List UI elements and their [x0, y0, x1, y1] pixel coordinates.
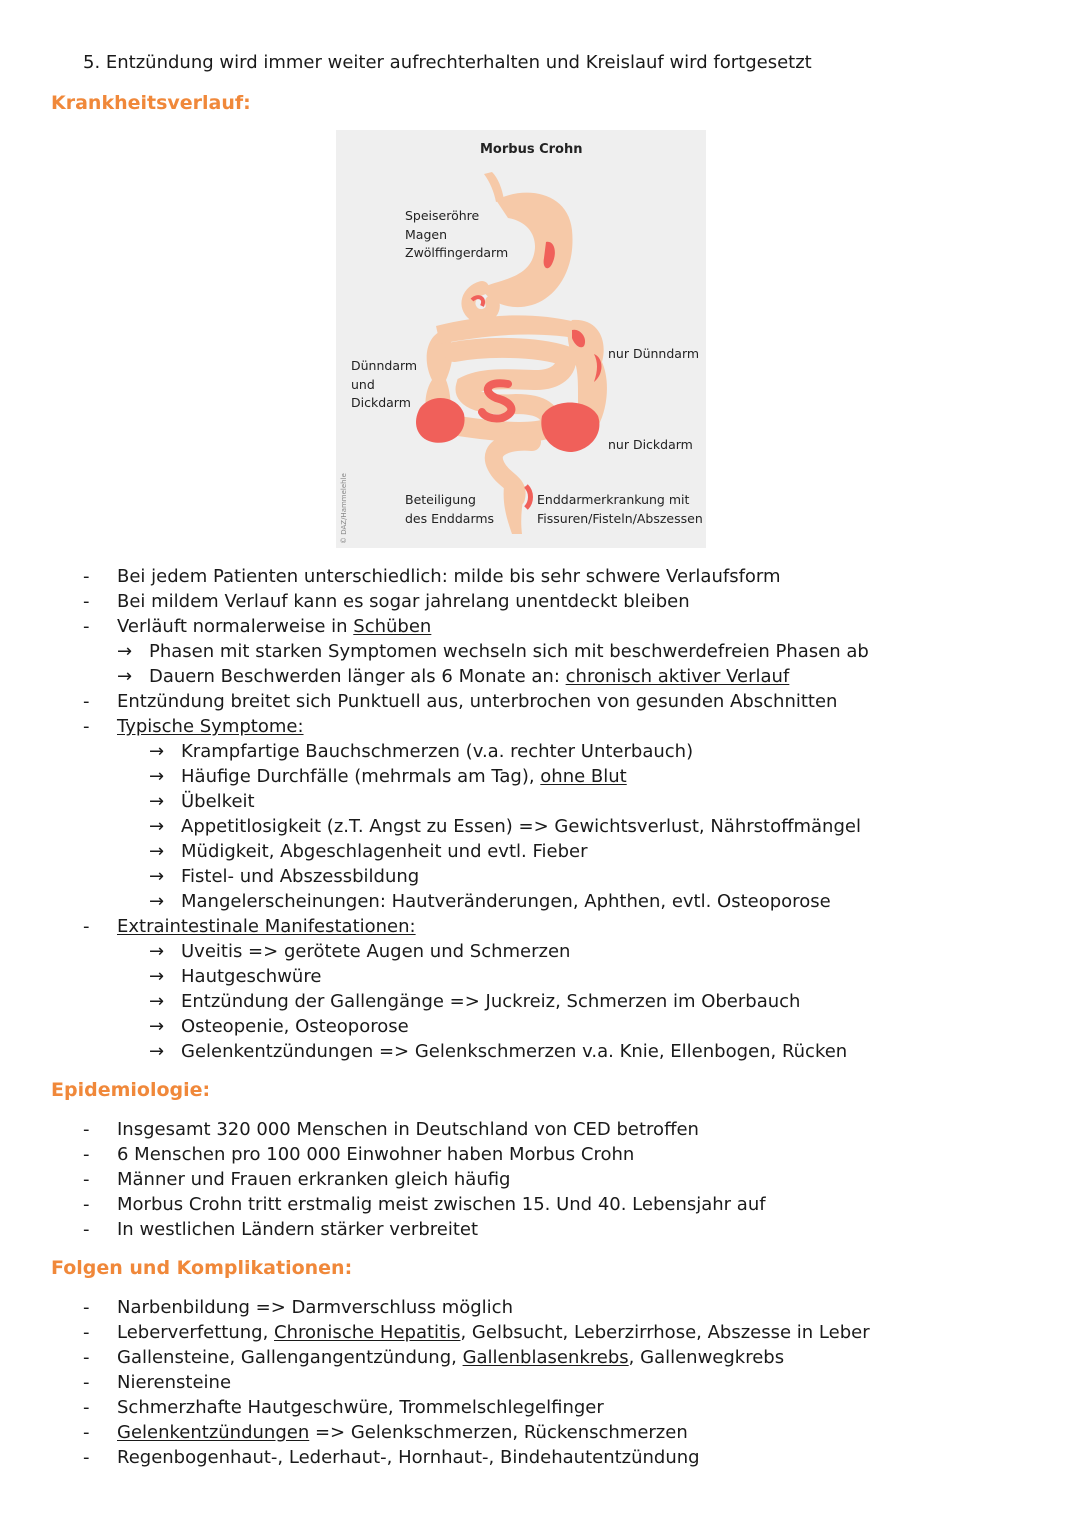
symptom-text: Müdigkeit, Abgeschlagenheit und evtl. Fieber	[181, 841, 588, 862]
list-item-text: Gallensteine, Gallengangentzündung,	[117, 1347, 463, 1368]
symptom-text: Mangelerscheinungen: Hautveränderungen, Aphthen, evtl. Osteoporose	[181, 891, 831, 912]
list-item-text: Verläuft normalerweise in	[117, 616, 354, 637]
list-item-text: , Gallenwegkrebs	[628, 1347, 785, 1368]
list-item	[117, 1346, 784, 1370]
list-item: Morbus Crohn tritt erstmalig meist zwischen 15. Und 40. Lebensjahr auf	[117, 1194, 766, 1215]
list-item: Nierensteine	[117, 1372, 232, 1393]
bullet-dash: -	[83, 1219, 90, 1240]
bullet-dash: -	[83, 1194, 90, 1215]
list-item	[117, 915, 416, 939]
list-item-text: Leberverfettung,	[117, 1322, 275, 1343]
symptom-text: Appetitlosigkeit (z.T. Angst zu Essen) => Gewichtsverlust, Nährstoffmängel	[181, 816, 861, 837]
manifestation-item	[149, 990, 800, 1014]
sub-item	[117, 640, 869, 664]
label-und: und	[351, 377, 375, 392]
label-nur-duenndarm: nur Dünndarm	[608, 346, 700, 361]
bullet-dash: -	[83, 1372, 90, 1393]
label-fissuren: Fissuren/Fisteln/Abszessen	[537, 511, 703, 526]
list-item	[117, 615, 431, 639]
subheading-extraintestinale: Extraintestinale Manifestationen:	[117, 916, 416, 937]
arrow-icon: →	[149, 766, 165, 787]
bullet-dash: -	[83, 691, 90, 712]
manifestation-item	[149, 1015, 409, 1039]
label-magen: Magen	[405, 227, 447, 242]
list-item	[117, 1421, 688, 1445]
manifestation-text: Entzündung der Gallengänge => Juckreiz, Schmerzen im Oberbauch	[181, 991, 801, 1012]
label-beteiligung: Beteiligung	[405, 492, 476, 507]
arrow-icon: →	[117, 641, 133, 662]
bullet-dash: -	[83, 1397, 90, 1418]
label-speiseroehre: Speiseröhre	[405, 208, 480, 223]
label-des-enddarms: des Enddarms	[405, 511, 495, 526]
figure-credit: © DAZ/Hammelehle	[340, 473, 348, 544]
bullet-dash: -	[83, 616, 90, 637]
bullet-dash: -	[83, 1447, 90, 1468]
bullet-dash: -	[83, 1322, 90, 1343]
arrow-icon: →	[149, 1041, 165, 1062]
link-gelenkentzuendungen[interactable]: Gelenkentzündungen	[117, 1422, 310, 1443]
list-item: Schmerzhafte Hautgeschwüre, Trommelschlegelfinger	[117, 1397, 604, 1418]
symptom-item	[149, 740, 693, 764]
bullet-dash: -	[83, 591, 90, 612]
bullet-dash: -	[83, 566, 90, 587]
bullet-dash: -	[83, 1297, 90, 1318]
list-item: In westlichen Ländern stärker verbreitet	[117, 1219, 479, 1240]
list-item: Entzündung breitet sich Punktuell aus, unterbrochen von gesunden Abschnitten	[117, 691, 838, 712]
list-item: 6 Menschen pro 100 000 Einwohner haben Morbus Crohn	[117, 1144, 635, 1165]
label-zwoelffingerdarm: Zwölffingerdarm	[405, 245, 509, 260]
symptom-item	[149, 890, 831, 914]
label-duenndarm: Dünndarm	[351, 358, 418, 373]
bullet-dash: -	[83, 1347, 90, 1368]
arrow-icon: →	[149, 791, 165, 812]
list-item: Bei mildem Verlauf kann es sogar jahrelang unentdeckt bleiben	[117, 591, 690, 612]
link-chronische-hepatitis[interactable]: Chronische Hepatitis	[274, 1322, 461, 1343]
sub-item-text: Phasen mit starken Symptomen wechseln sich mit beschwerdefreien Phasen ab	[149, 641, 869, 662]
heading-krankheitsverlauf: Krankheitsverlauf:	[51, 92, 251, 114]
arrow-icon: →	[149, 1016, 165, 1037]
bullet-dash: -	[83, 1144, 90, 1165]
label-nur-dickdarm: nur Dickdarm	[608, 437, 693, 452]
bullet-dash: -	[83, 916, 90, 937]
bullet-dash: -	[83, 1119, 90, 1140]
subheading-typische-symptome: Typische Symptome:	[117, 716, 304, 737]
symptom-text: Übelkeit	[181, 791, 255, 812]
manifestation-text: Osteopenie, Osteoporose	[181, 1016, 409, 1037]
arrow-icon: →	[149, 966, 165, 987]
arrow-icon: →	[149, 741, 165, 762]
bullet-dash: -	[83, 1169, 90, 1190]
symptom-item	[149, 790, 255, 814]
intro-step-5: 5. Entzündung wird immer weiter aufrechterhalten und Kreislauf wird fortgesetzt	[83, 52, 812, 73]
label-enddarmerkrankung: Enddarmerkrankung mit	[537, 492, 690, 507]
arrow-icon: →	[149, 866, 165, 887]
symptom-text: Fistel- und Abszessbildung	[181, 866, 420, 887]
label-dickdarm: Dickdarm	[351, 395, 411, 410]
arrow-icon: →	[149, 891, 165, 912]
link-gallenblasenkrebs[interactable]: Gallenblasenkrebs	[462, 1347, 629, 1368]
list-item: Männer und Frauen erkranken gleich häufig	[117, 1169, 511, 1190]
link-ohne-blut[interactable]: ohne Blut	[540, 766, 627, 787]
list-item: Narbenbildung => Darmverschluss möglich	[117, 1297, 513, 1318]
link-chronisch-aktiver-verlauf[interactable]: chronisch aktiver Verlauf	[565, 666, 790, 687]
list-item	[117, 715, 304, 739]
symptom-text: Häufige Durchfälle (mehrmals am Tag),	[181, 766, 541, 787]
manifestation-text: Gelenkentzündungen => Gelenkschmerzen v.a. Knie, Ellenbogen, Rücken	[181, 1041, 848, 1062]
list-item: Regenbogenhaut-, Lederhaut-, Hornhaut-, Bindehautentzündung	[117, 1447, 700, 1468]
list-item-text: , Gelbsucht, Leberzirrhose, Abszesse in Leber	[460, 1322, 870, 1343]
manifestation-text: Uveitis => gerötete Augen und Schmerzen	[181, 941, 571, 962]
figure-title: Morbus Crohn	[480, 142, 583, 157]
arrow-icon: →	[149, 841, 165, 862]
sub-item-text: Dauern Beschwerden länger als 6 Monate an:	[149, 666, 566, 687]
symptom-text: Krampfartige Bauchschmerzen (v.a. rechter Unterbauch)	[181, 741, 694, 762]
link-schueben[interactable]: Schüben	[353, 616, 432, 637]
list-item: Insgesamt 320 000 Menschen in Deutschland von CED betroffen	[117, 1119, 699, 1140]
bullet-dash: -	[83, 716, 90, 737]
symptom-item	[149, 865, 419, 889]
sub-item	[117, 665, 789, 689]
list-item: Bei jedem Patienten unterschiedlich: milde bis sehr schwere Verlaufsform	[117, 566, 781, 587]
arrow-icon: →	[117, 666, 133, 687]
symptom-item	[149, 815, 861, 839]
manifestation-item	[149, 1040, 847, 1064]
morbus-crohn-figure	[336, 130, 706, 548]
list-item	[117, 1321, 870, 1345]
arrow-icon: →	[149, 816, 165, 837]
symptom-item	[149, 840, 588, 864]
heading-epidemiologie: Epidemiologie:	[51, 1079, 211, 1101]
arrow-icon: →	[149, 941, 165, 962]
bullet-dash: -	[83, 1422, 90, 1443]
manifestation-item	[149, 940, 570, 964]
heading-folgen: Folgen und Komplikationen:	[51, 1257, 353, 1279]
list-item-text: => Gelenkschmerzen, Rückenschmerzen	[309, 1422, 688, 1443]
manifestation-text: Hautgeschwüre	[181, 966, 322, 987]
manifestation-item	[149, 965, 321, 989]
cecum-inflamed-mass	[416, 398, 465, 443]
symptom-item	[149, 765, 627, 789]
arrow-icon: →	[149, 991, 165, 1012]
